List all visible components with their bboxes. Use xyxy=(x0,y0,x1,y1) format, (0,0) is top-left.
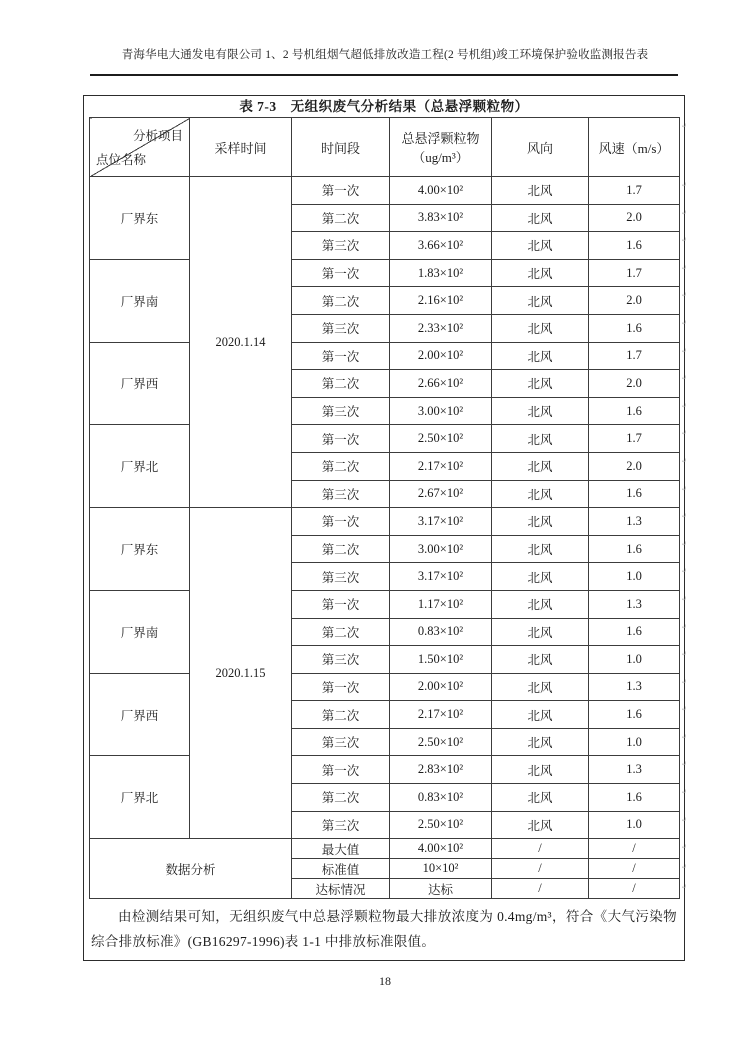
row-end-mark-icon: ↵ xyxy=(681,209,687,217)
wind-direction-cell: 北风 xyxy=(492,756,589,784)
row-end-mark-icon: ↵ xyxy=(681,623,687,631)
wind-speed-cell: 1.6 xyxy=(589,535,680,563)
row-end-mark-icon: ↵ xyxy=(681,760,687,768)
content-box xyxy=(83,95,685,961)
tsp-value-cell: 3.66×10² xyxy=(390,232,492,260)
row-end-mark-icon: ↵ xyxy=(681,374,687,382)
table-body xyxy=(90,177,680,899)
col-header-period: 时间段 xyxy=(292,118,390,177)
tsp-value-cell: 2.17×10² xyxy=(390,701,492,729)
period-cell: 第三次 xyxy=(292,728,390,756)
date-cell: 2020.1.15 xyxy=(190,508,292,839)
wind-speed-cell: / xyxy=(589,839,680,859)
wind-speed-cell: 1.6 xyxy=(589,232,680,260)
row-end-mark-icon: ↵ xyxy=(681,429,687,437)
period-cell: 第二次 xyxy=(292,370,390,398)
diagonal-header-cell xyxy=(90,118,190,177)
tsp-value-cell: 2.83×10² xyxy=(390,756,492,784)
wind-direction-cell: 北风 xyxy=(492,563,589,591)
header-divider xyxy=(90,74,678,76)
period-cell: 第三次 xyxy=(292,397,390,425)
location-cell: 厂界北 xyxy=(90,425,190,508)
analysis-value-cell: 达标 xyxy=(390,879,492,899)
tsp-value-cell: 2.50×10² xyxy=(390,728,492,756)
wind-direction-cell: 北风 xyxy=(492,784,589,812)
pollutant-unit-label: （ug/m³） xyxy=(412,150,469,165)
location-cell: 厂界西 xyxy=(90,342,190,425)
table-row xyxy=(90,673,680,701)
tsp-value-cell: 2.17×10² xyxy=(390,452,492,480)
table-row xyxy=(90,508,680,536)
location-cell: 厂界南 xyxy=(90,590,190,673)
wind-speed-cell: 2.0 xyxy=(589,452,680,480)
analysis-item-cell: 达标情况 xyxy=(292,879,390,899)
row-end-mark-icon: ↵ xyxy=(681,863,687,871)
period-cell: 第一次 xyxy=(292,259,390,287)
row-end-mark-icon: ↵ xyxy=(681,512,687,520)
period-cell: 第二次 xyxy=(292,204,390,232)
wind-direction-cell: 北风 xyxy=(492,177,589,205)
row-end-mark-icon: ↵ xyxy=(681,402,687,410)
wind-direction-cell: 北风 xyxy=(492,811,589,839)
tsp-value-cell: 2.50×10² xyxy=(390,811,492,839)
period-cell: 第一次 xyxy=(292,508,390,536)
wind-direction-cell: 北风 xyxy=(492,673,589,701)
wind-speed-cell: 2.0 xyxy=(589,370,680,398)
wind-direction-cell: 北风 xyxy=(492,618,589,646)
wind-speed-cell: 1.6 xyxy=(589,701,680,729)
location-cell: 厂界东 xyxy=(90,177,190,260)
tsp-value-cell: 1.17×10² xyxy=(390,590,492,618)
tsp-value-cell: 0.83×10² xyxy=(390,618,492,646)
tsp-value-cell: 2.67×10² xyxy=(390,480,492,508)
period-cell: 第三次 xyxy=(292,563,390,591)
page-number: 18 xyxy=(379,974,391,988)
wind-speed-cell: 1.3 xyxy=(589,756,680,784)
row-end-mark-icon: ↵ xyxy=(681,816,687,824)
wind-direction-cell: 北风 xyxy=(492,232,589,260)
period-cell: 第一次 xyxy=(292,177,390,205)
wind-direction-cell: 北风 xyxy=(492,646,589,674)
wind-direction-cell: 北风 xyxy=(492,535,589,563)
tsp-value-cell: 2.33×10² xyxy=(390,314,492,342)
period-cell: 第一次 xyxy=(292,673,390,701)
table-row xyxy=(90,342,680,370)
table-row xyxy=(90,259,680,287)
tsp-value-cell: 3.83×10² xyxy=(390,204,492,232)
tsp-value-cell: 3.17×10² xyxy=(390,563,492,591)
wind-speed-cell: 1.0 xyxy=(589,646,680,674)
wind-direction-cell: / xyxy=(492,839,589,859)
row-end-mark-icon: ↵ xyxy=(681,595,687,603)
tsp-value-cell: 1.50×10² xyxy=(390,646,492,674)
tsp-value-cell: 2.00×10² xyxy=(390,673,492,701)
row-end-mark-icon: ↵ xyxy=(681,122,687,130)
header-row xyxy=(90,118,680,177)
row-end-mark-icon: ↵ xyxy=(681,347,687,355)
report-header-title: 青海华电大通发电有限公司 1、2 号机组烟气超低排放改造工程(2 号机组)竣工环境保护验收监测报告表 xyxy=(121,49,649,61)
row-end-mark-icon: ↵ xyxy=(681,650,687,658)
wind-speed-cell: 1.0 xyxy=(589,728,680,756)
wind-speed-cell: 1.7 xyxy=(589,425,680,453)
pollutant-name-label: 总悬浮颗粒物 xyxy=(401,131,480,146)
wind-direction-cell: 北风 xyxy=(492,590,589,618)
period-cell: 第三次 xyxy=(292,480,390,508)
tsp-value-cell: 1.83×10² xyxy=(390,259,492,287)
col-header-wind-direction: 风向 xyxy=(492,118,589,177)
wind-speed-cell: 2.0 xyxy=(589,204,680,232)
tsp-value-cell: 2.16×10² xyxy=(390,287,492,315)
row-end-mark-icon: ↵ xyxy=(681,843,687,851)
wind-speed-cell: 1.3 xyxy=(589,673,680,701)
wind-speed-cell: 1.6 xyxy=(589,784,680,812)
tsp-value-cell: 3.00×10² xyxy=(390,397,492,425)
wind-direction-cell: 北风 xyxy=(492,480,589,508)
wind-speed-cell: 1.6 xyxy=(589,397,680,425)
wind-direction-cell: 北风 xyxy=(492,287,589,315)
analysis-results-table xyxy=(89,117,680,899)
tsp-value-cell: 4.00×10² xyxy=(390,177,492,205)
period-cell: 第三次 xyxy=(292,646,390,674)
row-end-mark-icon: ↵ xyxy=(681,733,687,741)
wind-speed-cell: 1.6 xyxy=(589,618,680,646)
wind-direction-cell: 北风 xyxy=(492,397,589,425)
wind-direction-cell: / xyxy=(492,879,589,899)
row-end-mark-icon: ↵ xyxy=(681,236,687,244)
wind-speed-cell: 2.0 xyxy=(589,287,680,315)
location-cell: 厂界南 xyxy=(90,259,190,342)
wind-direction-cell: 北风 xyxy=(492,452,589,480)
row-end-mark-icon: ↵ xyxy=(681,540,687,548)
wind-speed-cell: 1.7 xyxy=(589,342,680,370)
row-end-mark-icon: ↵ xyxy=(681,457,687,465)
analysis-label-cell: 数据分析 xyxy=(90,839,292,899)
tsp-value-cell: 2.00×10² xyxy=(390,342,492,370)
row-end-mark-icon: ↵ xyxy=(681,883,687,891)
period-cell: 第二次 xyxy=(292,618,390,646)
period-cell: 第三次 xyxy=(292,232,390,260)
row-end-mark-icon: ↵ xyxy=(681,291,687,299)
period-cell: 第一次 xyxy=(292,342,390,370)
wind-speed-cell: 1.7 xyxy=(589,259,680,287)
wind-speed-cell: 1.6 xyxy=(589,480,680,508)
wind-speed-cell: 1.7 xyxy=(589,177,680,205)
wind-direction-cell: 北风 xyxy=(492,508,589,536)
wind-speed-cell: / xyxy=(589,859,680,879)
table-title: 表 7-3 无组织废气分析结果（总悬浮颗粒物） xyxy=(239,99,529,114)
table-row xyxy=(90,756,680,784)
analysis-value-cell: 10×10² xyxy=(390,859,492,879)
wind-direction-cell: 北风 xyxy=(492,342,589,370)
wind-speed-cell: 1.0 xyxy=(589,563,680,591)
location-cell: 厂界北 xyxy=(90,756,190,839)
wind-speed-cell: 1.6 xyxy=(589,314,680,342)
wind-speed-cell: 1.0 xyxy=(589,811,680,839)
row-end-mark-icon: ↵ xyxy=(681,319,687,327)
table-row xyxy=(90,425,680,453)
tsp-value-cell: 3.17×10² xyxy=(390,508,492,536)
wind-direction-cell: 北风 xyxy=(492,204,589,232)
tsp-value-cell: 0.83×10² xyxy=(390,784,492,812)
row-end-mark-icon: ↵ xyxy=(681,678,687,686)
conclusion-note: 由检测结果可知，无组织废气中总悬浮颗粒物最大排放浓度为 0.4mg/m³，符合《大气污染物综合排放标准》(GB16297-1996)表 1-1 中排放标准限值。 xyxy=(91,909,677,950)
row-end-mark-icon: ↵ xyxy=(681,264,687,272)
tsp-value-cell: 2.50×10² xyxy=(390,425,492,453)
wind-direction-cell: 北风 xyxy=(492,259,589,287)
analysis-value-cell: 4.00×10² xyxy=(390,839,492,859)
analysis-item-cell: 最大值 xyxy=(292,839,390,859)
diagonal-header-top-label: 分析项目 xyxy=(132,129,183,143)
analysis-item-cell: 标准值 xyxy=(292,859,390,879)
row-end-mark-icon: ↵ xyxy=(681,788,687,796)
wind-direction-cell: / xyxy=(492,859,589,879)
period-cell: 第二次 xyxy=(292,287,390,315)
period-cell: 第一次 xyxy=(292,425,390,453)
wind-direction-cell: 北风 xyxy=(492,370,589,398)
tsp-value-cell: 2.66×10² xyxy=(390,370,492,398)
tsp-value-cell: 3.00×10² xyxy=(390,535,492,563)
wind-speed-cell: 1.3 xyxy=(589,508,680,536)
period-cell: 第二次 xyxy=(292,452,390,480)
col-header-sampling-time: 采样时间 xyxy=(190,118,292,177)
wind-direction-cell: 北风 xyxy=(492,425,589,453)
period-cell: 第三次 xyxy=(292,314,390,342)
table-row xyxy=(90,590,680,618)
period-cell: 第三次 xyxy=(292,811,390,839)
wind-direction-cell: 北风 xyxy=(492,701,589,729)
analysis-row xyxy=(90,839,680,859)
wind-direction-cell: 北风 xyxy=(492,314,589,342)
row-end-mark-icon: ↵ xyxy=(681,567,687,575)
location-cell: 厂界西 xyxy=(90,673,190,756)
col-header-wind-speed: 风速（m/s） xyxy=(589,118,680,177)
table-row xyxy=(90,177,680,205)
period-cell: 第二次 xyxy=(292,701,390,729)
wind-direction-cell: 北风 xyxy=(492,728,589,756)
period-cell: 第一次 xyxy=(292,590,390,618)
date-cell: 2020.1.14 xyxy=(190,177,292,508)
period-cell: 第二次 xyxy=(292,784,390,812)
row-end-mark-icon: ↵ xyxy=(681,181,687,189)
row-end-mark-icon: ↵ xyxy=(681,485,687,493)
col-header-pollutant xyxy=(390,118,492,177)
row-end-mark-icon: ↵ xyxy=(681,705,687,713)
wind-speed-cell: 1.3 xyxy=(589,590,680,618)
wind-speed-cell: / xyxy=(589,879,680,899)
diagonal-header-bottom-label: 点位名称 xyxy=(96,153,147,167)
period-cell: 第一次 xyxy=(292,756,390,784)
location-cell: 厂界东 xyxy=(90,508,190,591)
period-cell: 第二次 xyxy=(292,535,390,563)
